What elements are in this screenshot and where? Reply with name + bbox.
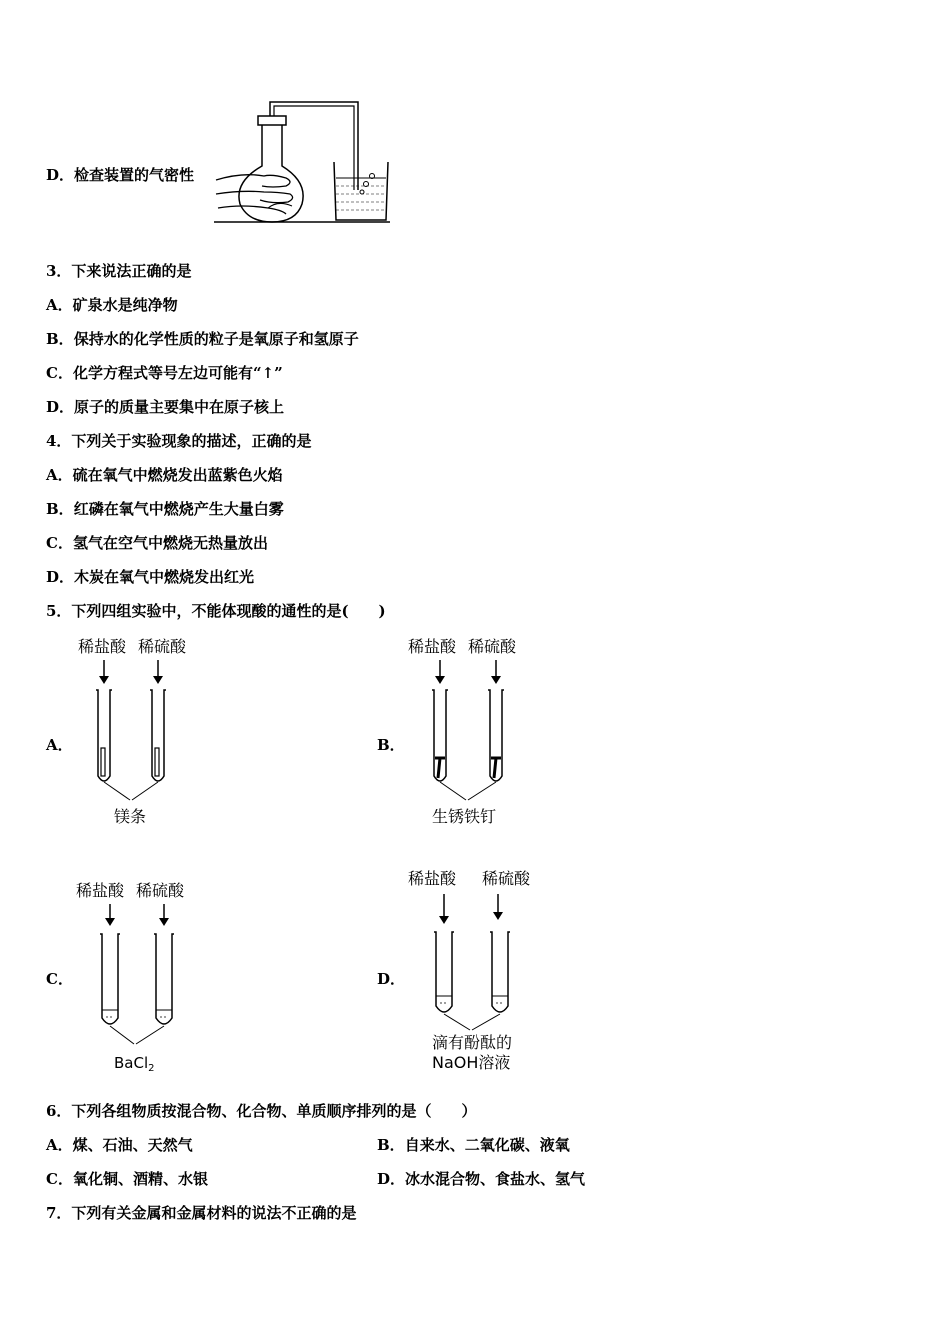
question-6-stem: 6．下列各组物质按混合物、化合物、单质顺序排列的是（ ） — [46, 1102, 477, 1120]
reagent-label: 生锈铁钉 — [432, 807, 497, 826]
option-label: D． — [377, 1170, 406, 1188]
question-3-stem: 3．下来说法正确的是 — [46, 262, 192, 280]
option-text: 氢气在空气中燃烧无热量放出 — [72, 534, 268, 552]
svg-text:BaCl2 — [114, 1054, 155, 1074]
option-text: 煤、石油、天然气 — [72, 1136, 193, 1154]
option-text: 木炭在氧气中燃烧发出红光 — [74, 568, 255, 586]
q5-figure-a — [70, 630, 210, 830]
acid-label-h2so4: 稀硫酸 — [482, 869, 531, 888]
q6-option-c — [46, 1168, 208, 1189]
option-label: A． — [46, 1136, 73, 1154]
option-label: B． — [46, 500, 74, 518]
option-label: D． — [46, 568, 75, 586]
q4-option-c — [46, 532, 268, 553]
option-label: C． — [46, 534, 73, 552]
option-text: 冰水混合物、食盐水、氢气 — [405, 1170, 586, 1188]
q5-figure-b — [400, 630, 540, 830]
acid-label-hcl: 稀盐酸 — [408, 869, 457, 888]
reagent-label-line1: 滴有酚酞的 — [432, 1033, 513, 1052]
option-label: B． — [377, 1136, 405, 1154]
option-text: 氧化铜、酒精、水银 — [72, 1170, 208, 1188]
option-label: A． — [46, 296, 73, 314]
q4-option-b — [46, 498, 284, 519]
option-label: D． — [46, 398, 75, 416]
acid-label-h2so4: 稀硫酸 — [138, 637, 187, 656]
option-label: C． — [46, 364, 73, 382]
reagent-subscript: 2 — [148, 1063, 155, 1074]
q5-figure-c — [70, 874, 210, 1074]
q5-option-b-label: B． — [377, 736, 405, 754]
option-text: 硫在氧气中燃烧发出蓝紫色火焰 — [72, 466, 283, 484]
q5-figure-d — [400, 860, 550, 1080]
option-label: A． — [46, 466, 73, 484]
option-label: B． — [46, 330, 74, 348]
gas-tightness-apparatus-figure — [212, 96, 392, 228]
reagent-label: BaCl — [114, 1054, 149, 1072]
q3-option-c — [46, 362, 283, 383]
acid-label-hcl: 稀盐酸 — [408, 637, 457, 656]
q5-option-d-label: D． — [377, 970, 406, 988]
q6-option-d — [377, 1168, 585, 1189]
option-text: 原子的质量主要集中在原子核上 — [74, 398, 285, 416]
acid-label-h2so4: 稀硫酸 — [468, 637, 517, 656]
option-text: 保持水的化学性质的粒子是氧原子和氢原子 — [73, 330, 359, 348]
q3-option-b — [46, 328, 359, 349]
q5-option-c-label: C． — [46, 970, 73, 988]
question-4-stem: 4．下列关于实验现象的描述，正确的是 — [46, 432, 312, 450]
q3-option-d — [46, 396, 284, 417]
question-5-stem: 5．下列四组实验中，不能体现酸的通性的是( ) — [46, 602, 386, 620]
q6-option-a — [46, 1134, 193, 1155]
option-text: 检查装置的气密性 — [74, 166, 195, 184]
acid-label-h2so4: 稀硫酸 — [136, 881, 185, 900]
option-d-gas-tightness — [46, 164, 194, 185]
q3-option-a — [46, 294, 178, 315]
acid-label-hcl: 稀盐酸 — [76, 881, 125, 900]
q6-option-b — [377, 1134, 570, 1155]
option-text: 红磷在氧气中燃烧产生大量白雾 — [73, 500, 284, 518]
option-label: D． — [46, 166, 75, 184]
reagent-label-line2: NaOH溶液 — [432, 1053, 511, 1072]
option-text: 矿泉水是纯净物 — [72, 296, 178, 314]
q5-option-a-label: A． — [46, 736, 73, 754]
option-label: C． — [46, 1170, 73, 1188]
option-text: 化学方程式等号左边可能有“↑” — [72, 364, 283, 382]
reagent-label: 镁条 — [114, 807, 147, 826]
q4-option-a — [46, 464, 283, 485]
acid-label-hcl: 稀盐酸 — [78, 637, 127, 656]
option-text: 自来水、二氧化碳、液氧 — [404, 1136, 570, 1154]
q4-option-d — [46, 566, 254, 587]
question-7-stem: 7．下列有关金属和金属材料的说法不正确的是 — [46, 1204, 357, 1222]
